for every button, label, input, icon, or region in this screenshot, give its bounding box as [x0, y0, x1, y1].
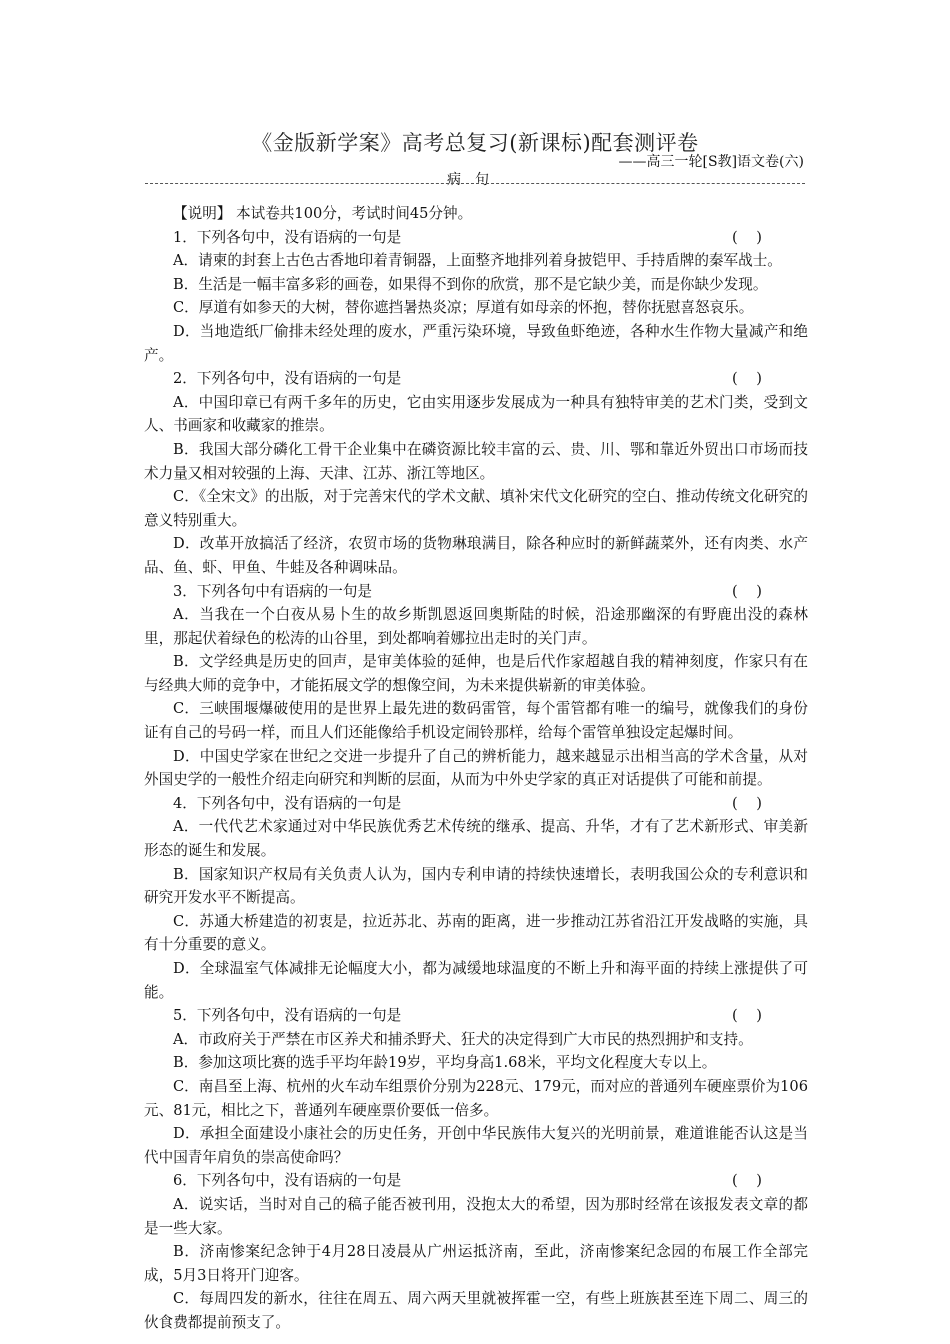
answer-option: B．文学经典是历史的回声，是审美体验的延伸，也是后代作家超越自我的精神刻度，作家只有在与经典大师的竞争中，才能拓展文学的想像空间，为未来提供崭新的审美体验。: [144, 653, 808, 694]
question-stem: [144, 580, 808, 604]
answer-option: D．全球温室气体减排无论幅度大小，都为减缓地球温度的不断上升和海平面的持续上涨提供了可能。: [144, 960, 808, 1001]
answer-option: C．三峡围堰爆破使用的是世界上最先进的数码雷管，每个雷管都有唯一的编号，就像我们的身份证有自己的号码一样，而且人们还能像给手机设定闹铃那样，给每个雷管单独设定起爆时间。: [144, 700, 808, 742]
question-stem: [144, 1169, 808, 1193]
answer-option: A．当我在一个白夜从易卜生的故乡斯凯恩返回奥斯陆的时候，沿途那幽深的有野鹿出没的森林里，那起伏着绿色的松涛的山谷里，到处都响着娜拉出走时的关门声。: [144, 606, 808, 647]
page-subtitle: ——高三一轮[S教]语文卷(六): [618, 154, 804, 170]
answer-option: C．南昌至上海、杭州的火车动车组票价分别为228元、179元，而对应的普通列车硬座票价为106元、81元，相比之下，普通列车硬座票价要低一倍多。: [144, 1077, 808, 1119]
answer-option: B．生活是一幅丰富多彩的画卷，如果得不到你的欣赏，那不是它缺少美，而是你缺少发现。: [173, 275, 768, 293]
answer-option: A．中国印章已有两千多年的历史，它由实用逐步发展成为一种具有独特审美的艺术门类，受到文人、书画家和收藏家的推崇。: [144, 393, 808, 435]
question-stem: [144, 1004, 808, 1028]
answer-option: A．市政府关于严禁在市区养犬和捕杀野犬、狂犬的决定得到广大市民的热烈拥护和支持。: [173, 1030, 753, 1048]
answer-option: B．济南惨案纪念钟于4月28日凌晨从广州运抵济南，至此，济南惨案纪念园的布展工作全部完成，5月3日将开门迎客。: [144, 1243, 808, 1284]
answer-option: D．中国史学家在世纪之交进一步提升了自己的辨析能力，越来越显示出相当高的学术含量，从对外国史学的一般性介绍走向研究和判断的层面，从而为中外史学家的真正对话提供了可能和前提。: [144, 747, 808, 789]
page-title: 《金版新学案》高考总复习(新课标)配套测评卷: [251, 131, 699, 155]
answer-option: C．厚道有如参天的大树，替你遮挡暑热炎凉；厚道有如母亲的怀抱，替你抚慰喜怒哀乐。: [173, 299, 754, 317]
exam-body: [144, 202, 808, 1335]
answer-blank: ( ): [732, 1007, 762, 1025]
question-stem: [144, 367, 808, 391]
note-tag: 【说明】: [173, 205, 232, 222]
question-stem-text: 2．下列各句中，没有语病的一句是: [173, 370, 402, 388]
question-stem-text: 3．下列各句中有语病的一句是: [173, 582, 373, 600]
question-list: [144, 226, 808, 1335]
answer-option: D．承担全面建设小康社会的历史任务，开创中华民族伟大复兴的光明前景，难道谁能否认这是当代中国青年肩负的崇高使命吗？: [144, 1125, 808, 1166]
answer-blank: ( ): [732, 228, 762, 246]
exam-note: [144, 202, 808, 226]
question-stem-text: 6．下列各句中，没有语病的一句是: [173, 1172, 402, 1190]
answer-option: D．改革开放搞活了经济，农贸市场的货物琳琅满目，除各种应时的新鲜蔬菜外，还有肉类、水产品、鱼、虾、甲鱼、牛蛙及各种调味品。: [144, 535, 808, 576]
question-stem: [144, 792, 808, 816]
answer-option: A．请柬的封套上古色古香地印着青铜器，上面整齐地排列着身披铠甲、手持盾牌的秦军战士。: [173, 252, 782, 270]
answer-option: C．苏通大桥建造的初衷是，拉近苏北、苏南的距离，进一步推动江苏省沿江开发战略的实施，具有十分重要的意义。: [144, 912, 808, 954]
question-stem-text: 5．下列各句中，没有语病的一句是: [173, 1007, 402, 1025]
question-stem-text: 4．下列各句中，没有语病的一句是: [173, 794, 402, 812]
answer-option: B．我国大部分磷化工骨干企业集中在磷资源比较丰富的云、贵、川、鄂和靠近外贸出口市场而技术力量又相对较强的上海、天津、江苏、浙江等地区。: [144, 440, 808, 482]
answer-blank: ( ): [732, 1172, 762, 1190]
question-stem: [144, 226, 808, 250]
answer-option: A．说实话，当时对自己的稿子能否被刊用，没抱太大的希望，因为那时经常在该报发表文章的都是一些大家。: [144, 1195, 808, 1237]
question-stem-text: 1．下列各句中，没有语病的一句是: [173, 228, 402, 246]
answer-option: B．参加这项比赛的选手平均年龄19岁，平均身高1.68米，平均文化程度大专以上。: [173, 1054, 717, 1072]
section-subject: 病句: [447, 172, 503, 188]
answer-option: A．一代代艺术家通过对中华民族优秀艺术传统的继承、提高、升华，才有了艺术新形式、审美新形态的诞生和发展。: [144, 818, 808, 860]
note-text: 本试卷共100分，考试时间45分钟。: [236, 205, 473, 222]
answer-option: B．国家知识产权局有关负责人认为，国内专利申请的持续快速增长，表明我国公众的专利意识和研究开发水平不断提高。: [144, 865, 808, 907]
header-divider: [145, 183, 805, 184]
answer-option: C．每周四发的新水，往往在周五、周六两天里就被挥霍一空，有些上班族甚至连下周二、周三的伙食费都提前预支了。: [144, 1290, 808, 1331]
answer-option: C．《全宋文》的出版，对于完善宋代的学术文献、填补宋代文化研究的空白、推动传统文化研究的意义特别重大。: [144, 488, 808, 529]
answer-blank: ( ): [732, 582, 762, 600]
answer-blank: ( ): [732, 794, 762, 812]
answer-blank: ( ): [732, 370, 762, 388]
answer-option: D．当地造纸厂偷排未经处理的废水，严重污染环境，导致鱼虾绝迹，各种水生作物大量减产和绝产。: [144, 322, 808, 364]
